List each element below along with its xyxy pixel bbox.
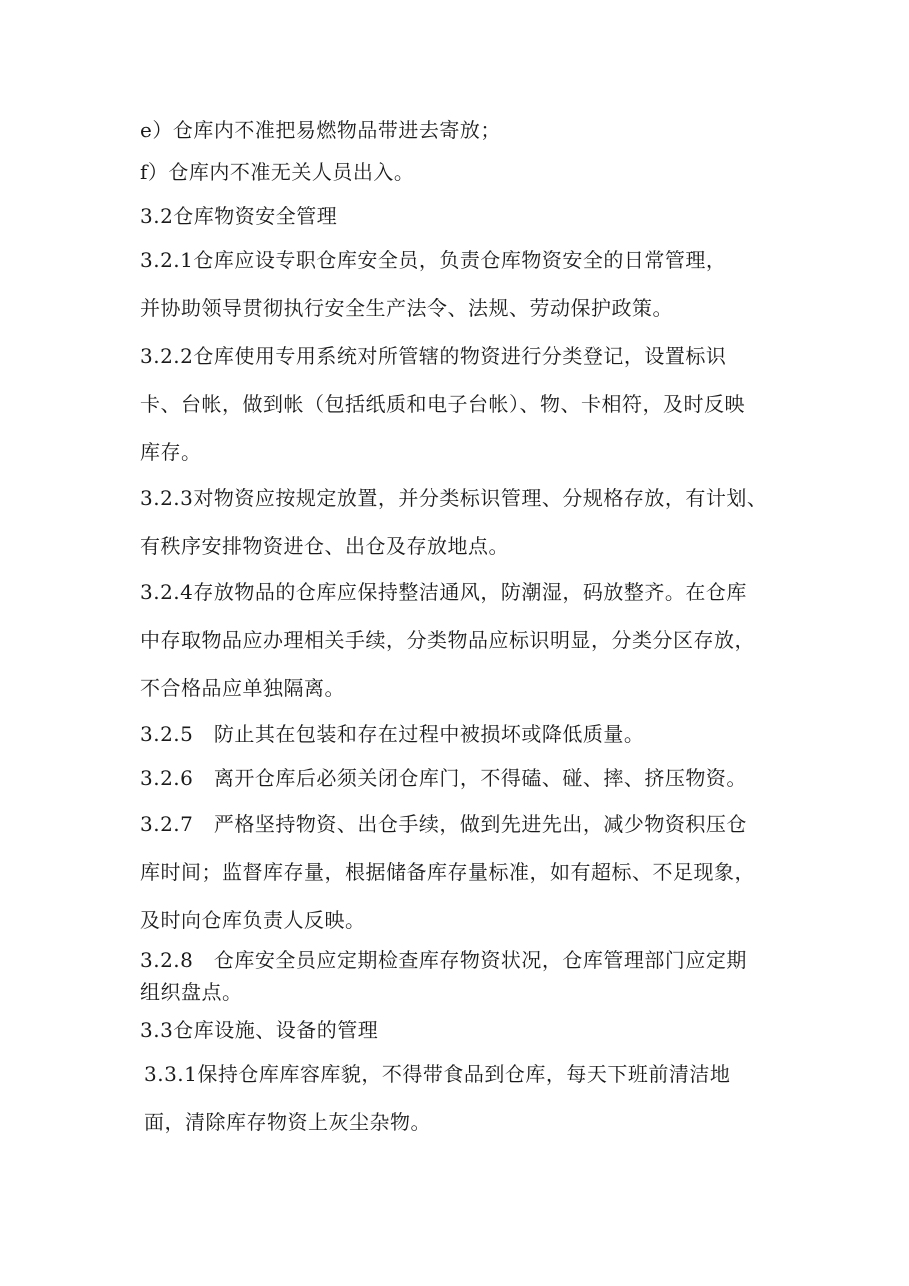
list-item-e: e）仓库内不准把易燃物品带进去寄放； [140, 118, 501, 142]
paragraph-3-2-1-line-2: 并协助领导贯彻执行安全生产法令、法规、劳动保护政策。 [140, 296, 673, 320]
paragraph-3-2-5: 3.2.5 防止其在包装和存在过程中被损坏或降低质量。 [140, 722, 645, 746]
paragraph-3-2-4-line-2: 中存取物品应办理相关手续，分类物品应标识明显，分类分区存放， [140, 628, 755, 652]
paragraph-3-2-4-line-3: 不合格品应单独隔离。 [140, 676, 345, 700]
paragraph-3-3-1-line-2: 面，清除库存物资上灰尘杂物。 [144, 1110, 431, 1134]
paragraph-3-2-6: 3.2.6 离开仓库后必须关闭仓库门，不得磕、碰、摔、挤压物资。 [140, 766, 747, 790]
paragraph-3-3-1-line-1: 3.3.1保持仓库库容库貌，不得带食品到仓库，每天下班前清洁地 [144, 1062, 731, 1086]
section-heading-3-2: 3.2仓库物资安全管理 [140, 204, 338, 228]
paragraph-3-2-8-line-1: 3.2.8 仓库安全员应定期检查库存物资状况，仓库管理部门应定期 [140, 948, 747, 972]
paragraph-3-2-2-line-1: 3.2.2仓库使用专用系统对所管辖的物资进行分类登记，设置标识 [140, 344, 727, 368]
paragraph-3-2-3-line-2: 有秩序安排物资进仓、出仓及存放地点。 [140, 534, 509, 558]
paragraph-3-2-1-line-1: 3.2.1仓库应设专职仓库安全员，负责仓库物资安全的日常管理， [140, 248, 727, 272]
paragraph-3-2-7-line-2: 库时间；监督库存量，根据储备库存量标准，如有超标、不足现象， [140, 860, 755, 884]
paragraph-3-2-2-line-3: 库存。 [140, 440, 202, 464]
paragraph-3-2-4-line-1: 3.2.4存放物品的仓库应保持整洁通风，防潮湿，码放整齐。在仓库 [140, 580, 747, 604]
section-heading-3-3: 3.3仓库设施、设备的管理 [140, 1018, 379, 1042]
paragraph-3-2-3-line-1: 3.2.3对物资应按规定放置，并分类标识管理、分规格存放，有计划、 [140, 486, 768, 510]
paragraph-3-2-8-line-2: 组织盘点。 [140, 980, 243, 1004]
paragraph-3-2-7-line-1: 3.2.7 严格坚持物资、出仓手续，做到先进先出，减少物资积压仓 [140, 812, 747, 836]
paragraph-3-2-2-line-2: 卡、台帐，做到帐（包括纸质和电子台帐）、物、卡相符，及时反映 [140, 392, 745, 416]
list-item-f: f）仓库内不准无关人员出入。 [140, 160, 415, 184]
paragraph-3-2-7-line-3: 及时向仓库负责人反映。 [140, 908, 366, 932]
